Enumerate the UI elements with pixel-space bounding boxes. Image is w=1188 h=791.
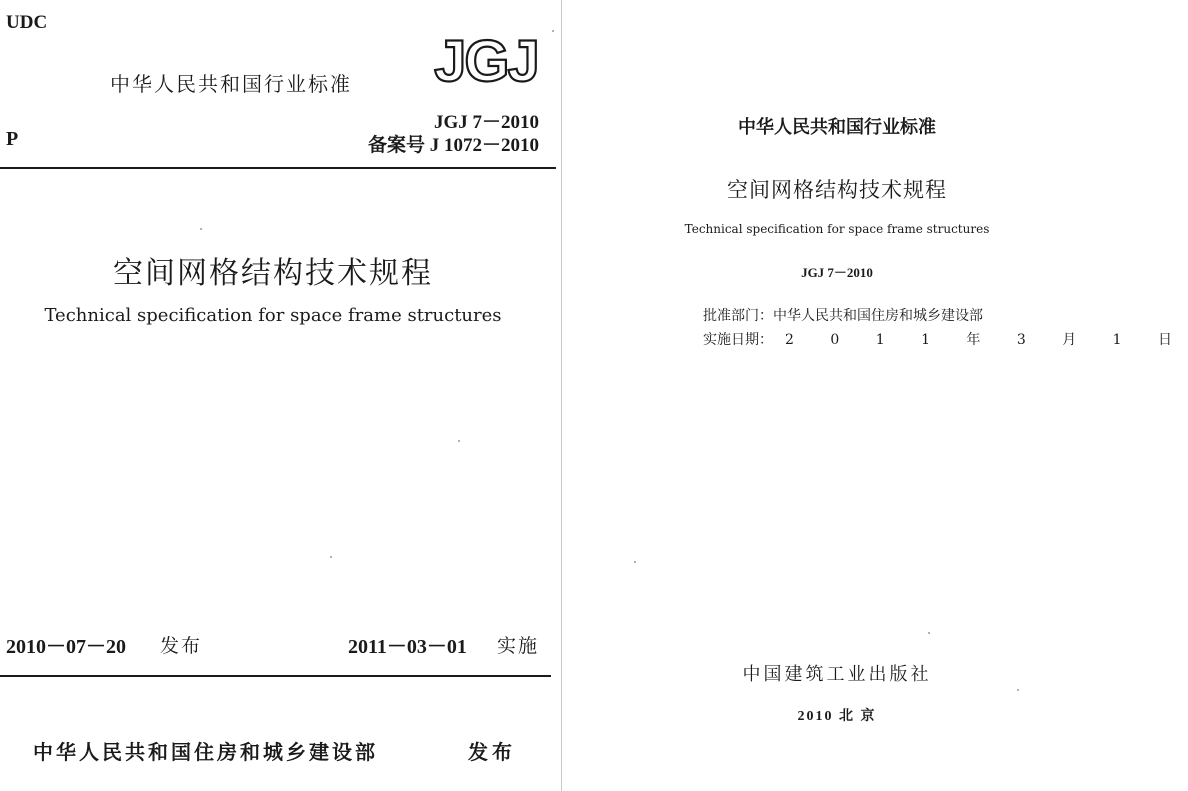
standard-number: JGJ 7－2010 [801, 265, 873, 280]
jgj-logo [430, 29, 542, 94]
publish-year-city: 2010 北 京 [797, 709, 877, 724]
approval-department: 批准部门：中华人民共和国住房和城乡建设部 [703, 308, 983, 324]
title-chinese: 空间网格结构技术规程 [727, 178, 947, 202]
publisher-label: 发布 [468, 740, 516, 764]
speck [928, 632, 930, 634]
speck [552, 30, 554, 32]
speck [458, 440, 460, 442]
record-number: 备案号 J 1072－2010 [367, 135, 539, 156]
speck [634, 561, 636, 563]
title-english: Technical specification for space frame structures [44, 305, 502, 326]
issue-date: 2010－07－20 [6, 636, 126, 658]
ministry-standard-heading: 中华人民共和国行业标准 [738, 117, 936, 138]
speck [1017, 689, 1019, 691]
issue-label: 发布 [160, 635, 203, 657]
speck [200, 228, 202, 230]
standard-number: JGJ 7－2010 [433, 112, 539, 133]
implementation-label: 实施 [497, 635, 540, 657]
title-english: Technical specification for space frame structures [684, 222, 990, 236]
category-label: P [6, 128, 19, 150]
publisher-name: 中国建筑工业出版社 [742, 664, 932, 685]
implementation-date: 2011－03－01 [348, 636, 467, 658]
speck [330, 556, 332, 558]
jgj-logo-text: JGJ [434, 29, 538, 94]
udc-label: UDC [6, 12, 48, 33]
effective-date-label: 实施日期： [703, 332, 773, 348]
cover-page [0, 0, 561, 791]
title-chinese: 空间网格结构技术规程 [113, 256, 433, 291]
publisher-organization: 中华人民共和国住房和城乡建设部 [33, 740, 378, 764]
bottom-divider [0, 675, 551, 677]
ministry-standard-heading: 中华人民共和国行业标准 [110, 72, 352, 96]
top-divider [0, 167, 556, 169]
effective-date: 2 0 1 1 年 3 月 1 日 [785, 332, 1188, 348]
title-page [562, 0, 1188, 791]
